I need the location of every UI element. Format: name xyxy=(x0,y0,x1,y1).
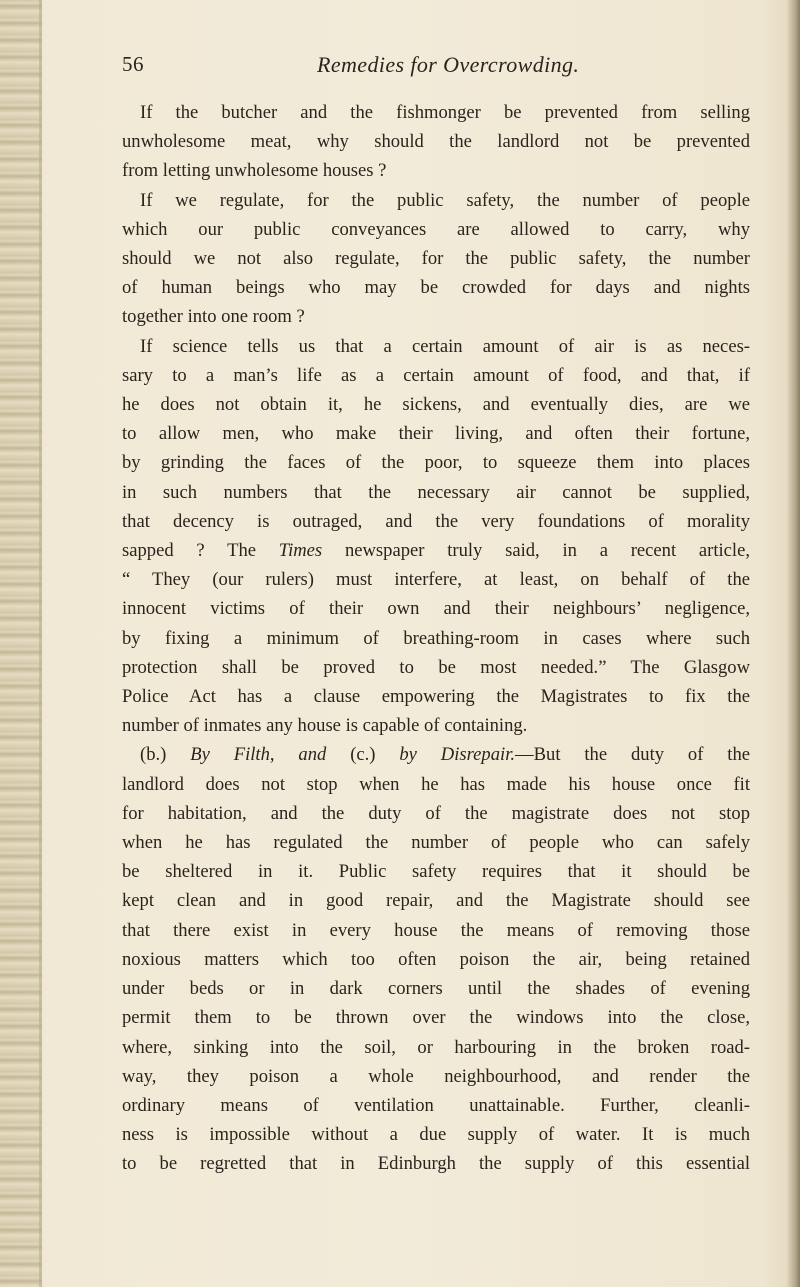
text-line: that there exist in every house the means of removing those xyxy=(122,919,750,941)
text-line: kept clean and in good repair, and the Magistrate should see xyxy=(122,890,750,912)
text-line: noxious matters which too often poison the air, being retained xyxy=(122,948,750,970)
text-line: ordinary means of ventilation unattainable. Further, cleanli- xyxy=(122,1094,750,1116)
text-line: together into one room ? xyxy=(122,306,305,328)
italic-fragment: By Filth xyxy=(190,744,270,766)
text-fragment: newspaper truly said, in a recent article, xyxy=(322,540,750,562)
book-gutter-edge xyxy=(0,0,42,1287)
text-line: to be regretted that in Edinburgh the supply of this essential xyxy=(122,1153,750,1175)
text-line: protection shall be proved to be most needed.” The Glasgow xyxy=(122,656,750,678)
text-line: for habitation, and the duty of the magistrate does not stop xyxy=(122,802,750,824)
italic-fragment: Times xyxy=(278,540,323,562)
text-line: unwholesome meat, why should the landlord not be prevented xyxy=(122,131,750,153)
text-line: If science tells us that a certain amount of air is as neces- xyxy=(140,335,750,357)
italic-fragment: and xyxy=(298,744,327,766)
text-line: should we not also regulate, for the public safety, the number xyxy=(122,248,750,270)
text-fragment: sapped ? The xyxy=(122,540,279,562)
running-title: Remedies for Overcrowding. xyxy=(317,52,580,77)
text-line: of human beings who may be crowded for days and nights xyxy=(122,277,750,299)
page-right-edge xyxy=(786,0,800,1287)
text-line: number of inmates any house is capable of containing. xyxy=(122,715,528,737)
text-line: way, they poison a whole neighbourhood, and render the xyxy=(122,1065,750,1087)
text-fragment: —But the duty of the xyxy=(515,744,751,766)
text-line: “ They (our rulers) must interfere, at least, on behalf of the xyxy=(122,569,750,591)
page-number: 56 xyxy=(122,52,144,76)
text-fragment: (b.) xyxy=(140,744,191,766)
text-line: landlord does not stop when he has made his house once fit xyxy=(122,773,750,795)
body-text xyxy=(122,98,750,1179)
text-fragment: (c.) xyxy=(326,744,400,766)
text-line: that decency is outraged, and the very foundations of morality xyxy=(122,510,750,532)
text-line: If the butcher and the fishmonger be prevented from selling xyxy=(140,102,750,123)
text-line: he does not obtain it, he sickens, and eventually dies, are we xyxy=(122,394,750,416)
italic-fragment: by Disrepair. xyxy=(399,744,516,766)
text-line: be sheltered in it. Public safety requires that it should be xyxy=(122,861,750,883)
text-line: innocent victims of their own and their neighbours’ negligence, xyxy=(122,598,750,620)
text-line: sary to a man’s life as a certain amount of food, and that, if xyxy=(122,364,750,386)
text-line xyxy=(122,740,750,769)
text-line: under beds or in dark corners until the shades of evening xyxy=(122,978,750,1000)
text-line: Police Act has a clause empowering the Magistrates to fix the xyxy=(122,686,750,708)
text-line: permit them to be thrown over the windows into the close, xyxy=(122,1007,750,1029)
text-line: in such numbers that the necessary air cannot be supplied, xyxy=(122,481,750,503)
text-fragment: , xyxy=(269,744,299,766)
text-line: when he has regulated the number of people who can safely xyxy=(122,832,750,854)
text-line: where, sinking into the soil, or harbouring in the broken road- xyxy=(122,1036,750,1058)
page-header xyxy=(122,52,742,86)
text-line: which our public conveyances are allowed to carry, why xyxy=(122,218,750,240)
text-line: to allow men, who make their living, and often their fortune, xyxy=(122,423,750,445)
text-line: If we regulate, for the public safety, the number of people xyxy=(140,189,750,211)
text-line xyxy=(122,536,750,565)
text-line: by fixing a minimum of breathing-room in cases where such xyxy=(122,627,750,649)
text-line: from letting unwholesome houses ? xyxy=(122,160,387,182)
text-line: ness is impossible without a due supply of water. It is much xyxy=(122,1124,750,1146)
text-line: by grinding the faces of the poor, to squeeze them into places xyxy=(122,452,750,474)
